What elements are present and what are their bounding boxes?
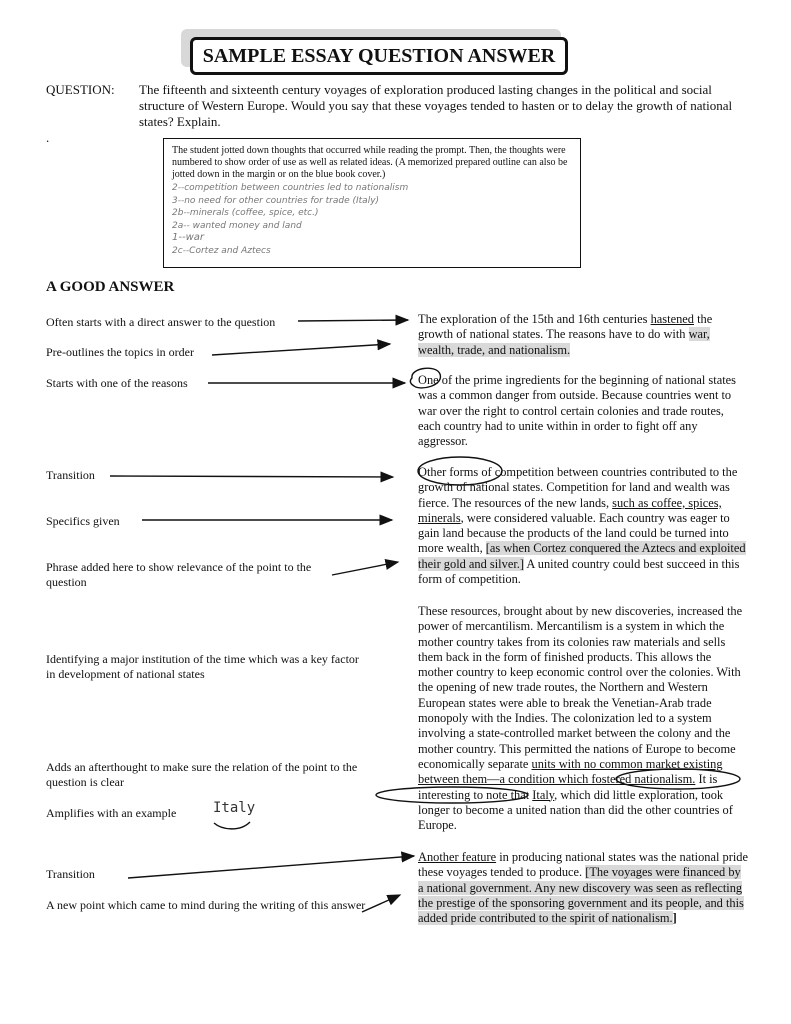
note-item: 3--no need for other countries for trade (Italy) [172, 195, 380, 206]
label-specifics: Specifics given [46, 514, 120, 528]
italy-handwritten-note: Italy [213, 800, 256, 816]
label-pre-outline: Pre-outlines the topics in order [46, 345, 194, 359]
essay-text: These resources, brought about by new discoveries, increased the power of mercantilism. Mercantilism is a system in which the mother country takes from its colonies raw materials and sells them back in the form of finished products. This allows the mother country to keep economic control over the colonies. With the opening of new trade routes, the Northern and Western European states were able to break the Venetian-Arab trade monopoly with the Indies. The colonization led to a system involving a state-controlled market between the colony and the mother country. This permitted the nations of Europe to become economically separate [418, 604, 743, 771]
notes-intro: The student jotted down thoughts that occurred while reading the prompt. Then, the thoughts were numbered to show order of use as well as related ideas. (A memorized prepared outline can also be jotted down in the margin or on the blue book cover.) [172, 145, 568, 180]
essay-paragraph-2 [418, 373, 748, 449]
notes-box [163, 138, 581, 268]
relevance-highlight: [as when Cortez conquered the Aztecs and exploited their gold and silver.] [418, 541, 746, 571]
essay-text: ] [672, 911, 677, 926]
label-relevance: Phrase added here to show relevance of the point to the question [46, 560, 312, 589]
good-answer-heading: A GOOD ANSWER [46, 279, 175, 295]
label-transition: Transition [46, 867, 95, 881]
label-institution: Identifying a major institution of the time which was a key factor in development of national states [46, 652, 359, 681]
afterthought-underline: units with no common market existing between them—a condition which fostered nationalism. [418, 756, 723, 787]
note-item: 2a-- wanted money and land [172, 220, 302, 231]
essay-text: of the prime ingredients for the beginning of national states was a common danger from outside. Because countries went to war over the right to control certain colonies and trade routes, each country had to unite within in order to fight off any aggressor. [418, 373, 736, 449]
direct-answer-word: hastened [650, 312, 694, 326]
essay-text: , were considered valuable. Each country was eager to gain land because the products of the land could be turned into more wealth, [418, 510, 730, 556]
italy-note-underline [214, 822, 250, 829]
italy-underline: Italy [532, 787, 555, 802]
stray-mark: . [46, 130, 50, 145]
label-new-point: A new point which came to mind during the writing of this answer [46, 898, 366, 912]
arrow [362, 895, 400, 912]
essay-text: Other forms of competition between countries contributed to the growth of national states. Competition for land and wealth was fierce. The resources of the new lands, [418, 465, 738, 510]
note-item: 2b--minerals (coffee, spice, etc.) [172, 208, 319, 218]
essay-text: , which did little exploration, took longer to become a united nation than did the other countries of Europe. [418, 787, 733, 833]
essay-paragraph-5 [418, 850, 748, 926]
essay-paragraph-4 [418, 604, 748, 833]
essay-text: A united country could best succeed in this form of competition. [418, 556, 740, 587]
label-afterthought: Adds an afterthought to make sure the relation of the point to the question is clear [46, 760, 358, 789]
label-amplifies: Amplifies with an example [46, 806, 177, 820]
topics-highlight: war, [688, 327, 710, 342]
specifics-underline: such as coffee, spices, minerals [418, 495, 722, 525]
transition-underline: Another feature [418, 850, 497, 864]
topics-highlight: wealth, trade, and nationalism. [418, 342, 571, 357]
note-item: 1--war [172, 232, 204, 243]
circled-word: One [418, 373, 439, 387]
essay-paragraph-3 [418, 465, 748, 587]
page-title: SAMPLE ESSAY QUESTION ANSWER [190, 37, 568, 75]
question-label: QUESTION: [46, 82, 115, 97]
essay-paragraph-1 [418, 312, 748, 358]
note-item: 2c--Cortez and Aztecs [172, 245, 271, 256]
essay-text: The exploration of the 15th and 16th centuries [418, 312, 651, 326]
note-item: 2--competition between countries led to nationalism [172, 183, 409, 193]
label-transition: Transition [46, 468, 95, 482]
label-direct-answer: Often starts with a direct answer to the question [46, 315, 276, 329]
essay-text: in producing national states was the national pride these voyages tended to produce. [418, 850, 748, 880]
new-point-highlight: [The voyages were financed by a national government. Any new discovery was seen as reflecting the prestige of the sponsoring government and its people, and this added pride contributed to the spirit of nationalism. [418, 865, 744, 926]
essay-text: the growth of national states. The reasons have to do with [418, 312, 713, 342]
essay-text: It is interesting to note that [418, 772, 718, 802]
label-starts-reason: Starts with one of the reasons [46, 376, 188, 390]
question-text: The fifteenth and sixteenth century voyages of exploration produced lasting changes in the political and social structure of Western Europe. Would you say that these voyages tended to hasten or to delay the growth of national states? Explain. [139, 82, 733, 129]
